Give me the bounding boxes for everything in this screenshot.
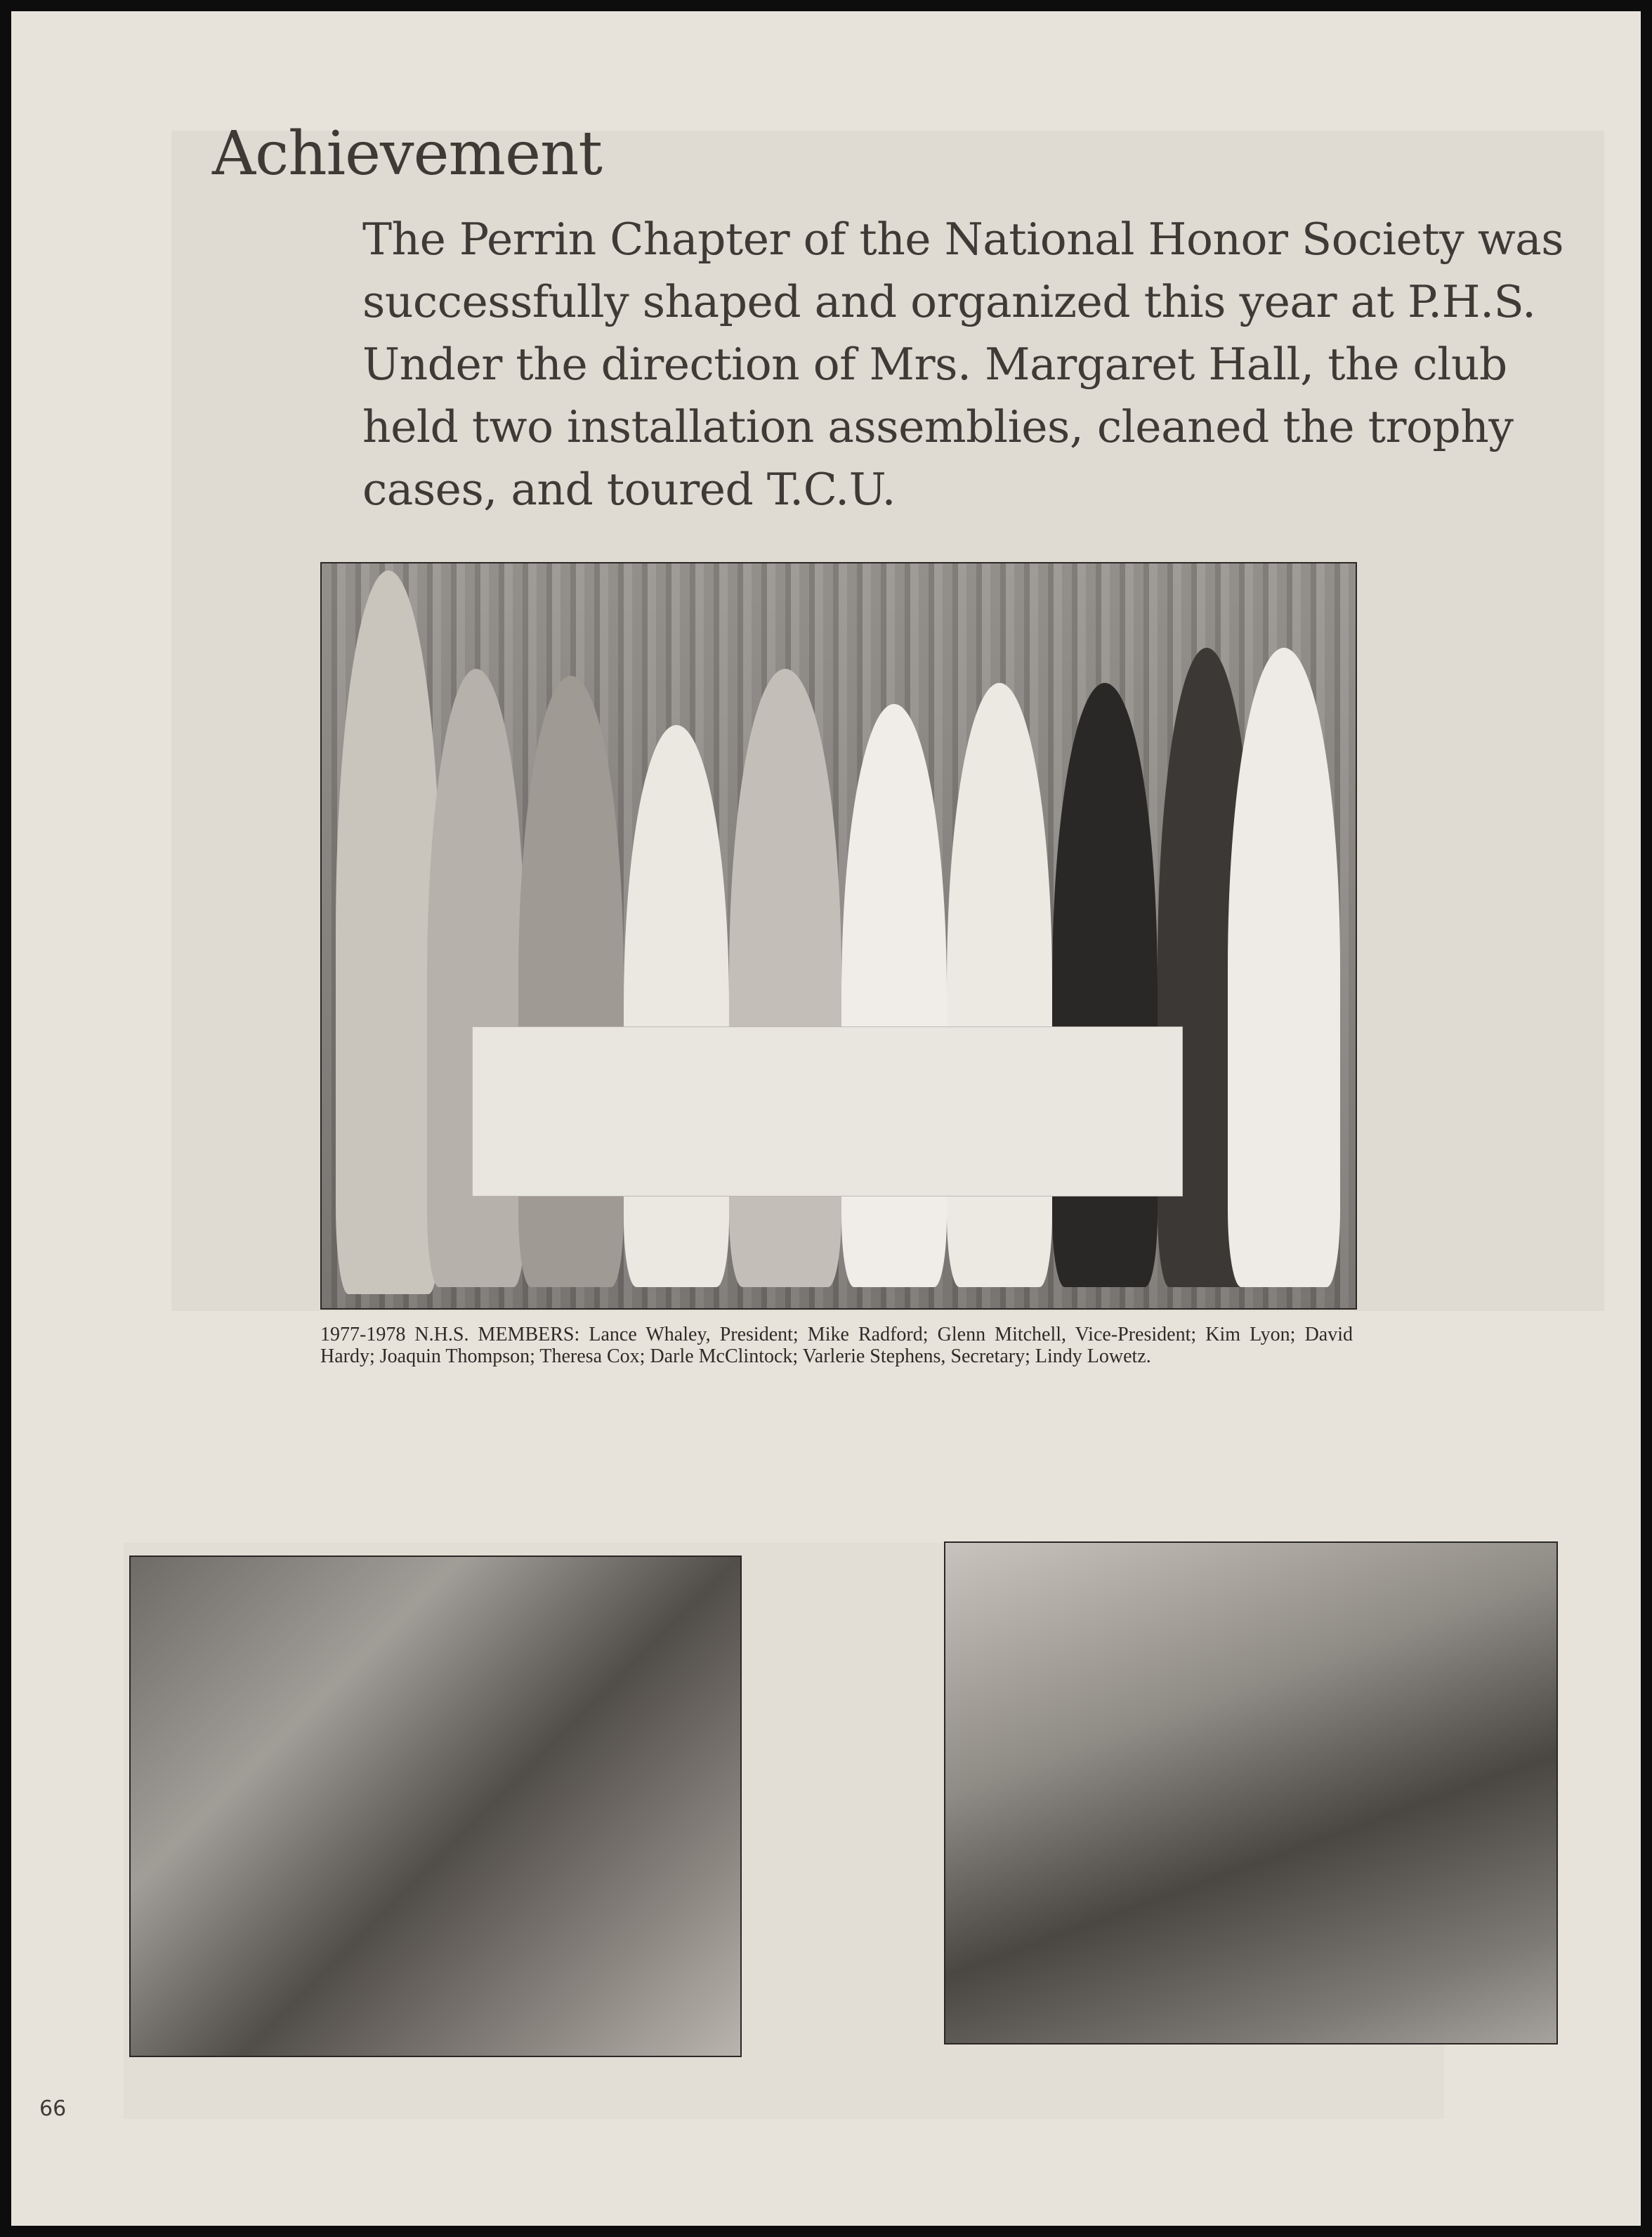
page-heading: Achievement bbox=[212, 119, 602, 189]
photo-figure bbox=[624, 725, 729, 1287]
reception-photo-left bbox=[131, 1557, 740, 2056]
photo-figure bbox=[336, 570, 441, 1294]
photo-figure bbox=[947, 683, 1052, 1287]
ceremony-table bbox=[473, 1027, 1182, 1196]
photo-caption: 1977-1978 N.H.S. MEMBERS: Lance Whaley, President; Mike Radford; Glenn Mitchell, Vice-President; Kim Lyon; David Hardy; Joaquin Thompson; Theresa Cox; Darle McClintock; Varlerie Stephens, Secretary; Lindy Lowetz. bbox=[320, 1324, 1353, 1367]
page-number: 66 bbox=[39, 2096, 67, 2121]
photo-figure bbox=[841, 704, 947, 1287]
group-photo bbox=[322, 563, 1356, 1308]
photo-figure bbox=[1228, 648, 1340, 1287]
photo-figure bbox=[1052, 683, 1158, 1287]
yearbook-page bbox=[11, 11, 1641, 2226]
intro-paragraph: The Perrin Chapter of the National Honor Society was successfully shaped and organized this year at P.H.S. Under the direction of Mrs. Margaret Hall, the club held two installation assemblies, cleaned the trophy cases, and toured T.C.U. bbox=[362, 214, 1564, 515]
reception-photo-right bbox=[945, 1543, 1556, 2043]
